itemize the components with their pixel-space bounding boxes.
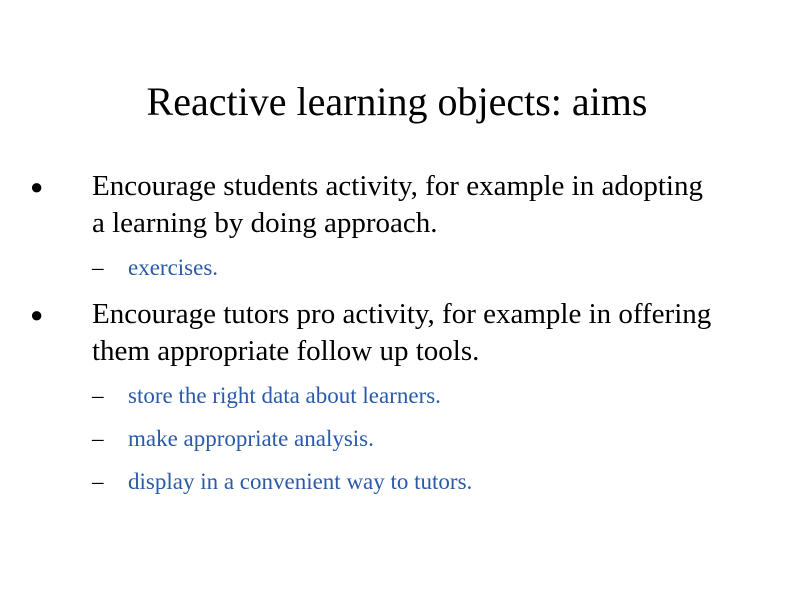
slide-title: Reactive learning objects: aims xyxy=(146,79,648,124)
bullet-text: Encourage tutors pro activity, for example in offering them appropriate follow up tools. xyxy=(92,298,712,367)
dash-icon: – xyxy=(92,383,104,408)
bullet-dot-icon: ● xyxy=(30,174,44,199)
sub-bullet-text: display in a convenient way to tutors. xyxy=(128,469,473,494)
bullet-dot-icon: ● xyxy=(30,302,44,327)
dash-icon: – xyxy=(92,255,104,280)
dash-icon: – xyxy=(92,469,104,494)
sub-bullet-text: exercises. xyxy=(128,255,219,280)
dash-icon: – xyxy=(92,426,104,451)
bullet-text: Encourage students activity, for example in adopting a learning by doing approach. xyxy=(92,170,703,239)
sub-bullet-text: store the right data about learners. xyxy=(128,383,441,408)
sub-bullet-text: make appropriate analysis. xyxy=(128,426,374,451)
